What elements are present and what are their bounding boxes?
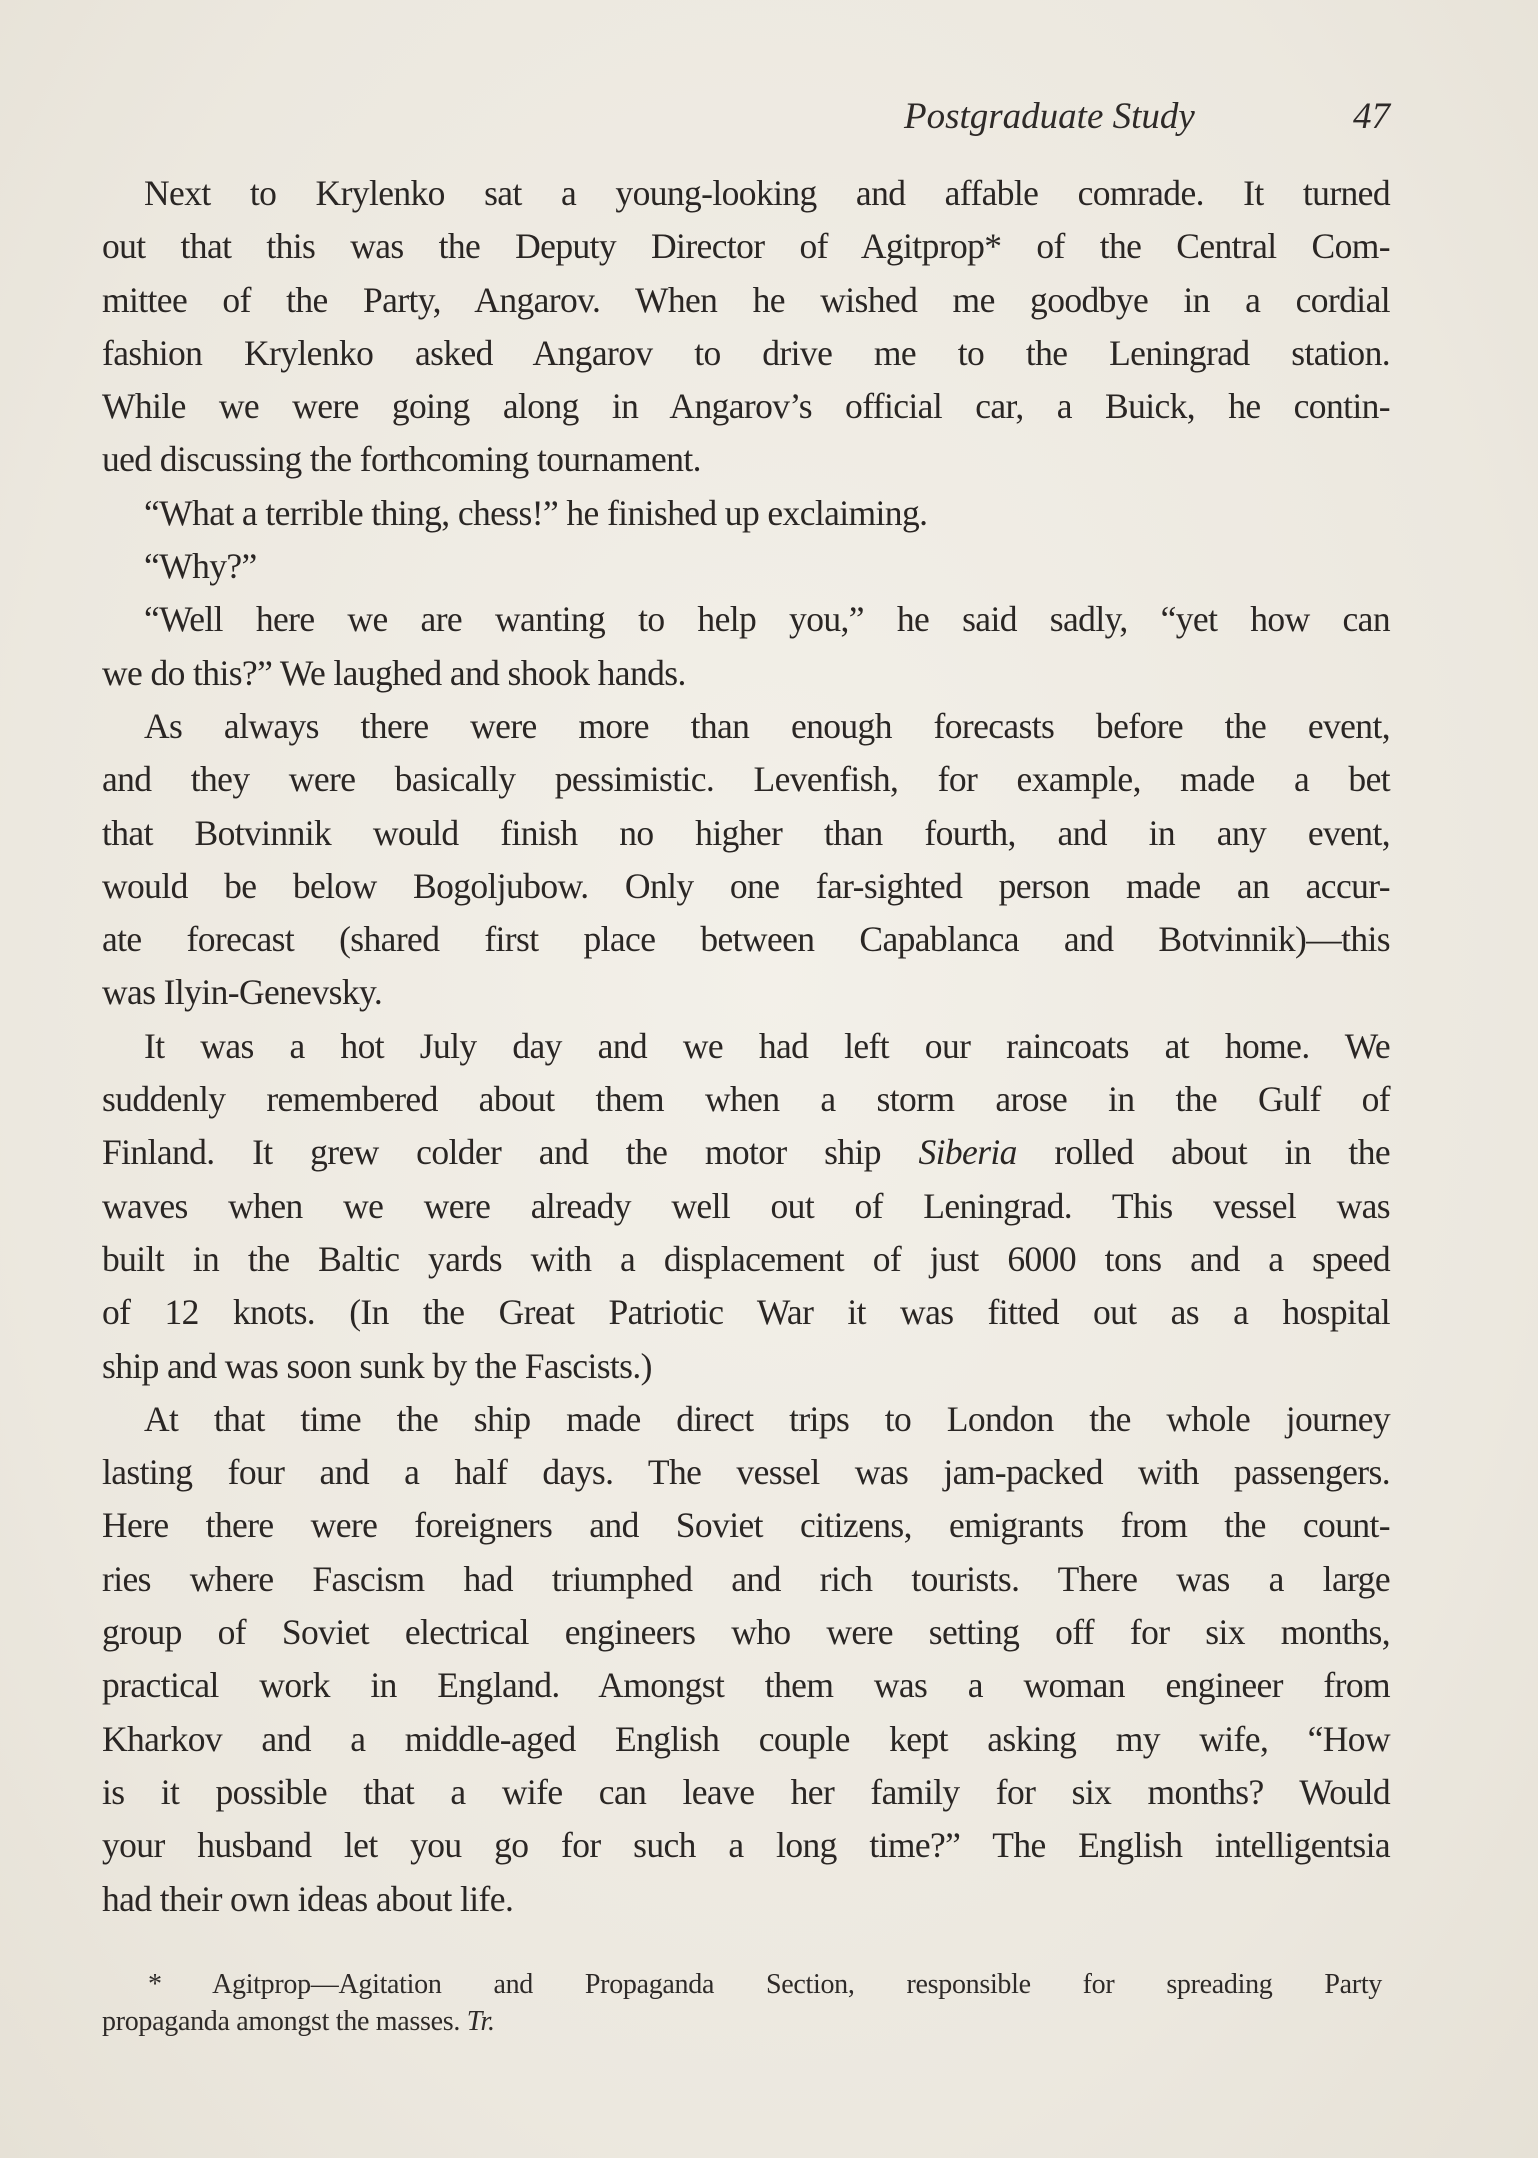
paragraph-line: lasting four and a half days. The vessel was jam-packed with passengers. (102, 1452, 1390, 1493)
paragraph-line: While we were going along in Angarov’s official car, a Buick, he contin- (102, 386, 1390, 427)
paragraph-line: Next to Krylenko sat a young-looking and affable comrade. It turned (144, 173, 1390, 213)
paragraph-line: waves when we were already well out of Leningrad. This vessel was (102, 1185, 1390, 1226)
page-number: 47 (1353, 95, 1390, 137)
paragraph-line: “Well here we are wanting to help you,” he said sadly, “yet how can (144, 599, 1390, 640)
paragraph-line: At that time the ship made direct trips to London the whole journey (144, 1398, 1390, 1439)
text-run: rolled about in the (1054, 1132, 1390, 1173)
running-title: Postgraduate Study (904, 95, 1195, 137)
paragraph-line: of 12 knots. (In the Great Patriotic War it was fitted out as a hospital (102, 1292, 1390, 1333)
text-run: Finland. It grew colder and the motor ship (102, 1132, 881, 1173)
translator-note: Tr. (466, 2006, 495, 2037)
paragraph-line-with-italic (102, 1126, 1390, 1179)
paragraph-line: fashion Krylenko asked Angarov to drive me to the Leningrad station. (102, 332, 1390, 373)
paragraph-line: and they were basically pessimistic. Levenfish, for example, made a bet (102, 759, 1390, 800)
footnote-line (102, 2003, 1382, 2040)
paragraph-line: ship and was soon sunk by the Fascists.) (102, 1345, 652, 1386)
footnote (102, 1966, 1382, 2040)
paragraph-line: is it possible that a wife can leave her family for six months? Would (102, 1771, 1390, 1812)
paragraph-line: out that this was the Deputy Director of Agitprop* of the Central Com- (102, 226, 1390, 267)
paragraph-line: ries where Fascism had triumphed and rich tourists. There was a large (102, 1558, 1390, 1599)
paragraph-line: group of Soviet electrical engineers who were setting off for six months, (102, 1612, 1390, 1653)
paragraph-line: built in the Baltic yards with a displacement of just 6000 tons and a speed (102, 1238, 1390, 1279)
paragraph-line: As always there were more than enough forecasts before the event, (144, 705, 1390, 746)
paragraph-line: “What a terrible thing, chess!” he finished up exclaiming. (144, 492, 928, 533)
footnote-line: * Agitprop—Agitation and Propaganda Section, responsible for spreading Party (148, 1969, 1382, 2000)
paragraph-line: would be below Bogoljubow. Only one far-sighted person made an accur- (102, 865, 1390, 906)
paragraph-line: practical work in England. Amongst them was a woman engineer from (102, 1665, 1390, 1706)
paragraph-line: “Why?” (144, 546, 257, 587)
paragraph-line: suddenly remembered about them when a storm arose in the Gulf of (102, 1079, 1390, 1120)
paragraph-line: that Botvinnik would finish no higher than fourth, and in any event, (102, 812, 1390, 853)
paragraph-line: mittee of the Party, Angarov. When he wished me goodbye in a cordial (102, 279, 1390, 320)
ship-name-italic: Siberia (918, 1132, 1017, 1173)
paragraph-line: ued discussing the forthcoming tournament. (102, 439, 701, 480)
paragraph-line: Here there were foreigners and Soviet citizens, emigrants from the count- (102, 1505, 1390, 1546)
paragraph-line: we do this?” We laughed and shook hands. (102, 652, 686, 693)
running-header (880, 86, 1390, 146)
paragraph-line: was Ilyin-Genevsky. (102, 972, 383, 1013)
paragraph-line: ate forecast (shared first place between Capablanca and Botvinnik)—this (102, 919, 1390, 960)
body-text (102, 167, 1390, 1926)
footnote-text: propaganda amongst the masses. (102, 2006, 461, 2037)
paragraph-line: had their own ideas about life. (102, 1878, 514, 1919)
paragraph-line: your husband let you go for such a long time?” The English intelligentsia (102, 1825, 1390, 1866)
paragraph-line: Kharkov and a middle-aged English couple kept asking my wife, “How (102, 1718, 1390, 1759)
paragraph-line: It was a hot July day and we had left our raincoats at home. We (144, 1025, 1390, 1066)
